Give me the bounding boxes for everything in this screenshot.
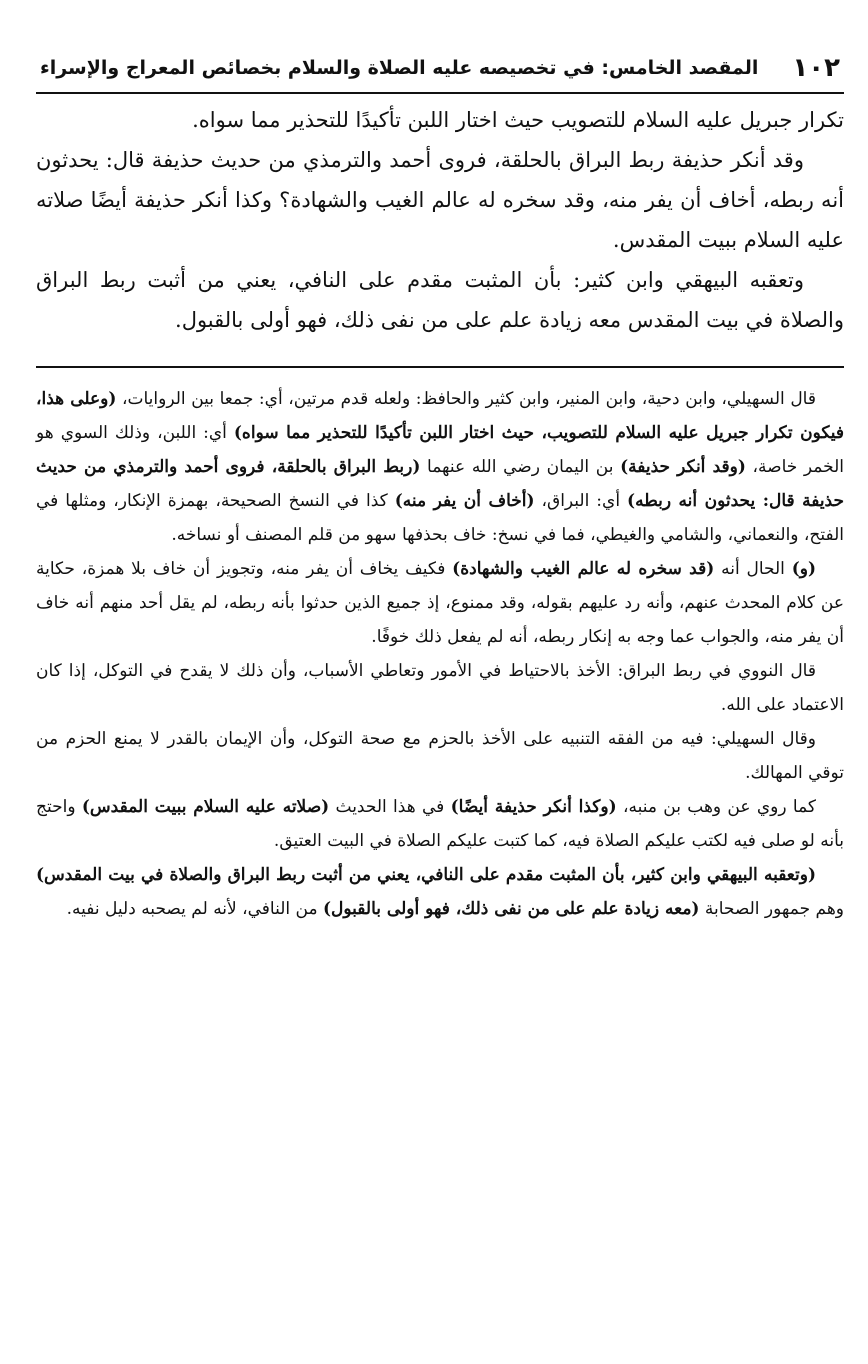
commentary-text: كما روي عن وهب بن منبه، <box>616 797 816 817</box>
commentary-text: في هذا الحديث <box>329 797 451 817</box>
commentary-paragraph: وقال السهيلي: فيه من الفقه التنبيه على الأخذ بالحزم مع صحة التوكل، وأن الإيمان بالقدر لا يمنع الحزم من توقي المهالك. <box>36 729 844 783</box>
page-header <box>36 48 844 88</box>
quoted-matn: (وكذا أنكر حذيفة أيضًا) <box>450 797 617 817</box>
main-paragraph: وتعقبه البيهقي وابن كثير: بأن المثبت مقدم على النافي، يعني من أثبت ربط البراق والصلاة في بيت المقدس معه زيادة علم على من نفى ذلك، فهو أولى بالقبول. <box>36 268 844 332</box>
commentary-text: وهم جمهور الصحابة <box>699 899 844 919</box>
quoted-matn: (قد سخره له عالم الغيب والشهادة) <box>452 559 715 579</box>
commentary-text: الحال أنه <box>714 559 792 579</box>
commentary-text: واحتج بأنه لو صلى فيه لكتب عليكم الصلاة فيه، كما كتبت عليكم الصلاة في البيت العتيق. <box>36 797 844 851</box>
commentary-text: أي: البراق، <box>534 491 628 511</box>
commentary-paragraph: قال النووي في ربط البراق: الأخذ بالاحتياط في الأمور وتعاطي الأسباب، وأن ذلك لا يقدح في التوكل، إذا كان الاعتماد على الله. <box>36 661 844 715</box>
running-title: المقصد الخامس: في تخصيصه عليه الصلاة والسلام بخصائص المعراج والإسراء <box>40 57 759 79</box>
commentary-text: كذا في النسخ الصحيحة، بهمزة الإنكار، ومثلها في الفتح، والنعماني، والشامي والغيطي، فما في نسخ: خاف بحذفها سهو من قلم المصنف أو نساخه. <box>36 491 844 545</box>
main-text <box>36 100 844 340</box>
commentary-text: بن اليمان رضي الله عنهما <box>420 457 621 477</box>
commentary-paragraph <box>36 552 844 654</box>
quoted-matn: (صلاته عليه السلام ببيت المقدس) <box>81 797 330 817</box>
quoted-matn: (و) <box>791 559 816 579</box>
commentary-text: أي: اللبن، وذلك السوي هو الخمر خاصة، <box>36 423 845 477</box>
page-number: ١٠٢ <box>792 53 840 83</box>
main-paragraph: وقد أنكر حذيفة ربط البراق بالحلقة، فروى أحمد والترمذي من حديث حذيفة قال: يحدثون أنه ربطه، أخاف أن يفر منه، وقد سخره له عالم الغيب والشهادة؟ وكذا أنكر حذيفة أيضًا صلاته عليه السلام ببيت المقدس. <box>36 148 844 252</box>
quoted-matn: (وتعقبه البيهقي وابن كثير، بأن المثبت مقدم على النافي، يعني من أثبت ربط البراق والصلاة في بيت المقدس) <box>36 865 816 885</box>
footnote-rule <box>36 366 844 368</box>
commentary-text: قال السهيلي، وابن دحية، وابن المنير، وابن كثير والحافظ: ولعله قدم مرتين، أي: جمعا بين الروايات، <box>116 389 816 409</box>
quoted-matn: (وقد أنكر حذيفة) <box>620 457 746 477</box>
quoted-matn: (أخاف أن يفر منه) <box>394 491 535 511</box>
commentary-paragraph <box>36 382 844 552</box>
quoted-matn: (ربط البراق بالحلقة، فروى أحمد والترمذي من حديث حذيفة قال: يحدثون أنه ربطه) <box>36 457 844 511</box>
book-page <box>36 48 844 926</box>
commentary-text: من النافي، لأنه لم يصحبه دليل نفيه. <box>66 899 323 919</box>
commentary-paragraph <box>36 858 844 926</box>
commentary-paragraph <box>36 790 844 858</box>
quoted-matn: (وعلى هذا، فيكون تكرار جبريل عليه السلام للتصويب، حيث اختار اللبن تأكيدًا للتحذير مما سواه) <box>36 389 845 443</box>
header-rule <box>36 92 844 94</box>
commentary <box>36 382 844 926</box>
commentary-text: فكيف يخاف أن يفر منه، وتجويز أن خاف بلا همزة، حكاية عن كلام المحدث عنهم، وأنه رد عليهم بقوله، وقد ممنوع، إذ جميع الذين حدثوا بأنه ربطه، لم يقل أحد منهم أنه خاف أن يفر منه، والجواب عما وجه به إنكار ربطه، أنه لم يفعل ذلك خوفًا. <box>36 559 844 647</box>
main-paragraph: تكرار جبريل عليه السلام للتصويب حيث اختار اللبن تأكيدًا للتحذير مما سواه. <box>192 108 844 132</box>
quoted-matn: (معه زيادة علم على من نفى ذلك، فهو أولى بالقبول) <box>322 899 700 919</box>
